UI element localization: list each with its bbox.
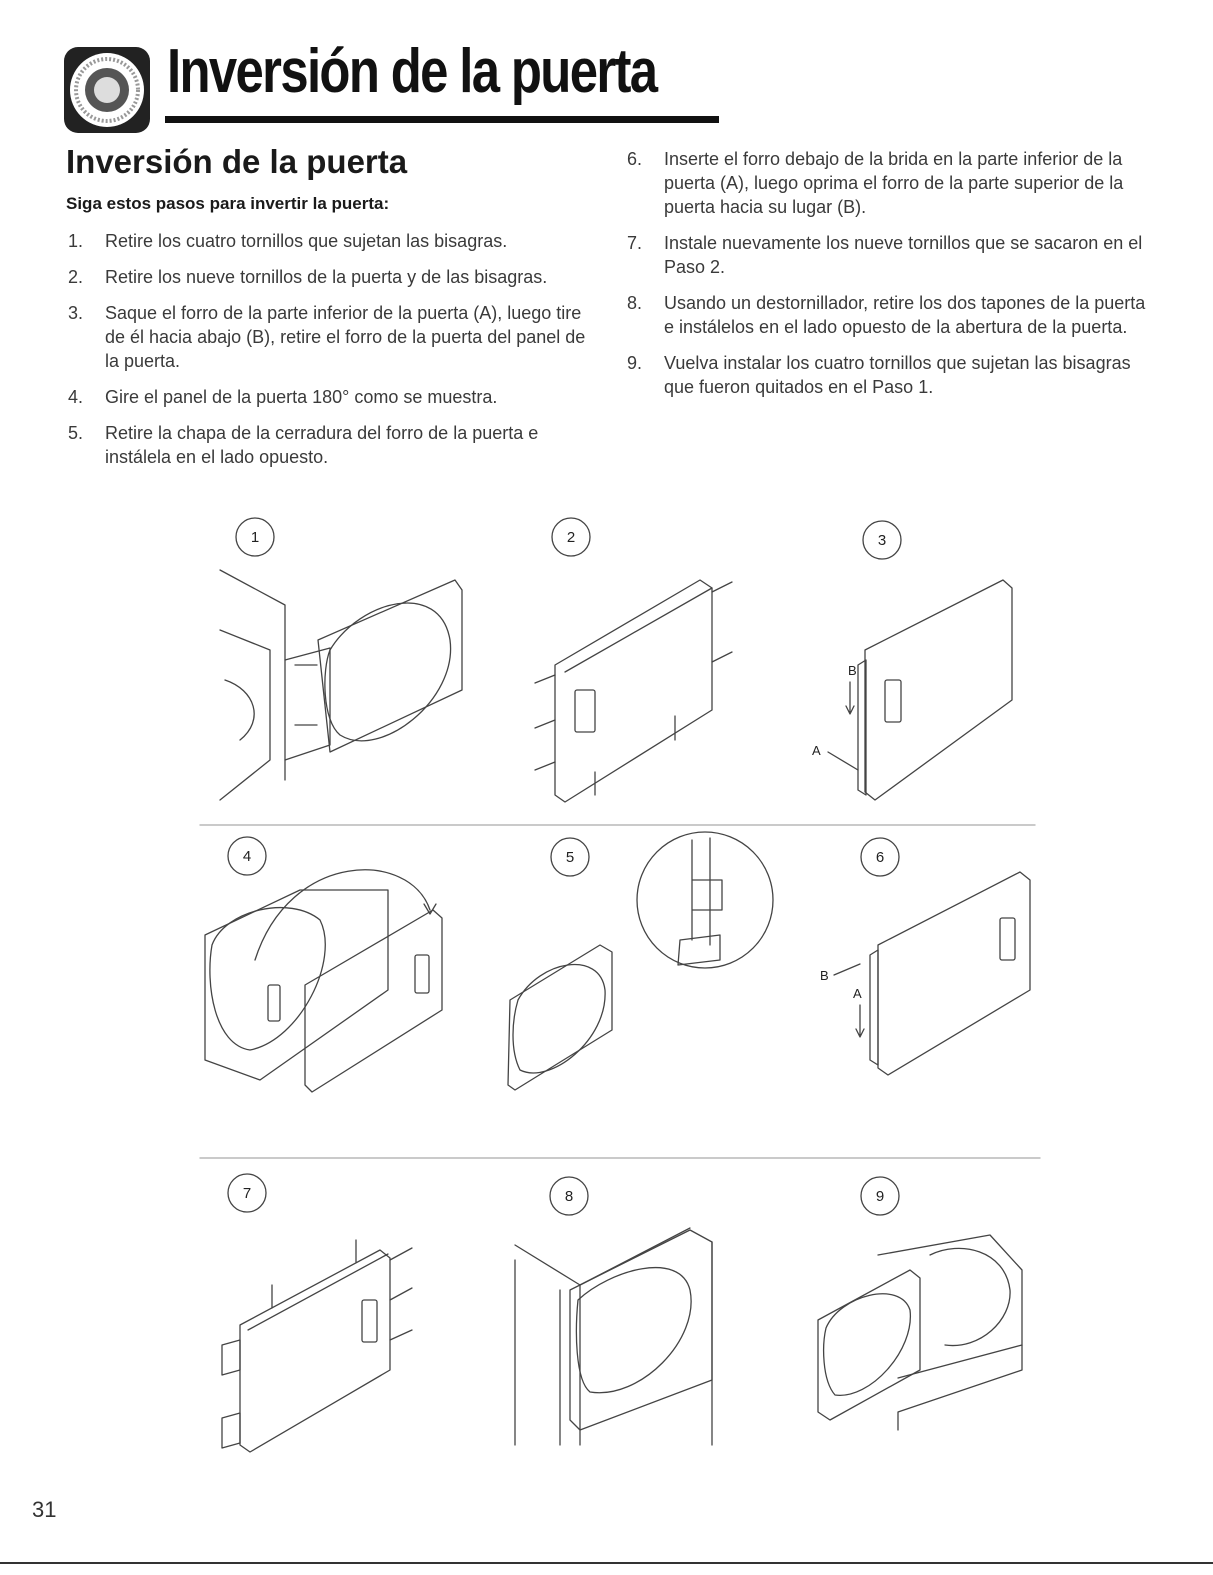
step-text: Retire la chapa de la cerradura del forro de la puerta e instálela en el lado opuesto. (105, 423, 539, 467)
figure-number: 9 (875, 1188, 885, 1205)
step-number: 2. (68, 267, 84, 287)
figure-number: 4 (242, 848, 252, 865)
steps-list-right (627, 147, 1147, 411)
figure-number: 3 (877, 532, 887, 549)
figure-number: 7 (242, 1185, 252, 1202)
banner-title: Inversión de la puerta (167, 37, 657, 106)
figure-3 (812, 521, 1012, 800)
figure-number: 1 (250, 529, 260, 546)
figure-4 (205, 837, 442, 1092)
figure-number: 6 (875, 849, 885, 866)
figure-6 (820, 838, 1030, 1075)
step-item (627, 291, 1147, 339)
section-subtitle: Siga estos pasos para invertir la puerta: (66, 194, 390, 213)
step-number: 5. (68, 423, 84, 443)
step-number: 4. (68, 387, 84, 407)
page-number: 31 (32, 1497, 57, 1522)
figure-number-badge (863, 521, 901, 559)
banner-rule (165, 116, 719, 123)
step-number: 9. (627, 353, 643, 373)
step-text: Retire los cuatro tornillos que sujetan las bisagras. (105, 231, 508, 251)
step-item (68, 385, 588, 409)
figure-number-badge (236, 518, 274, 556)
step-item (627, 231, 1147, 279)
footer-rule (0, 1562, 1213, 1564)
step-number: 3. (68, 303, 84, 323)
callout-b: B (848, 663, 857, 678)
step-item (68, 229, 588, 253)
figure-number: 8 (564, 1188, 574, 1205)
step-item (627, 351, 1147, 399)
step-item (627, 147, 1147, 219)
section-title: Inversión de la puerta (66, 143, 408, 180)
figure-8 (515, 1177, 712, 1445)
figure-number-badge (551, 838, 589, 876)
step-text: Saque el forro de la parte inferior de la puerta (A), luego tire de él hacia abajo (B), retire el forro de la puerta del panel de la puerta. (105, 303, 586, 371)
step-number: 8. (627, 293, 643, 313)
figure-number-badge (552, 518, 590, 556)
figure-1 (220, 518, 462, 800)
step-text: Instale nuevamente los nueve tornillos que se sacaron en el Paso 2. (664, 233, 1143, 277)
step-text: Inserte el forro debajo de la brida en la parte inferior de la puerta (A), luego oprima el forro de la parte superior de la puerta hacia su lugar (B). (664, 149, 1124, 217)
dryer-door-icon (62, 45, 152, 135)
figure-number: 5 (565, 849, 575, 866)
step-item (68, 421, 588, 469)
figure-7 (222, 1174, 412, 1452)
step-text: Retire los nueve tornillos de la puerta y de las bisagras. (105, 267, 548, 287)
callout-b: B (820, 968, 829, 983)
figure-number-badge (861, 838, 899, 876)
step-number: 1. (68, 231, 84, 251)
figure-2 (535, 518, 732, 802)
figure-5 (508, 832, 773, 1090)
figure-number-badge (228, 837, 266, 875)
figure-number-badge (550, 1177, 588, 1215)
callout-a: A (853, 986, 862, 1001)
step-text: Usando un destornillador, retire los dos tapones de la puerta e instálelos en el lado opuesto de la abertura de la puerta. (664, 293, 1146, 337)
step-text: Vuelva instalar los cuatro tornillos que sujetan las bisagras que fueron quitados en el Paso 1. (664, 353, 1131, 397)
figure-9 (818, 1177, 1022, 1430)
step-number: 6. (627, 149, 643, 169)
figure-number: 2 (566, 529, 576, 546)
callout-a: A (812, 743, 821, 758)
step-item (68, 265, 588, 289)
header-banner (62, 37, 662, 140)
step-text: Gire el panel de la puerta 180° como se muestra. (105, 387, 498, 407)
steps-list-left (68, 229, 588, 481)
figure-number-badge (228, 1174, 266, 1212)
step-number: 7. (627, 233, 643, 253)
figure-number-badge (861, 1177, 899, 1215)
step-item (68, 301, 588, 373)
